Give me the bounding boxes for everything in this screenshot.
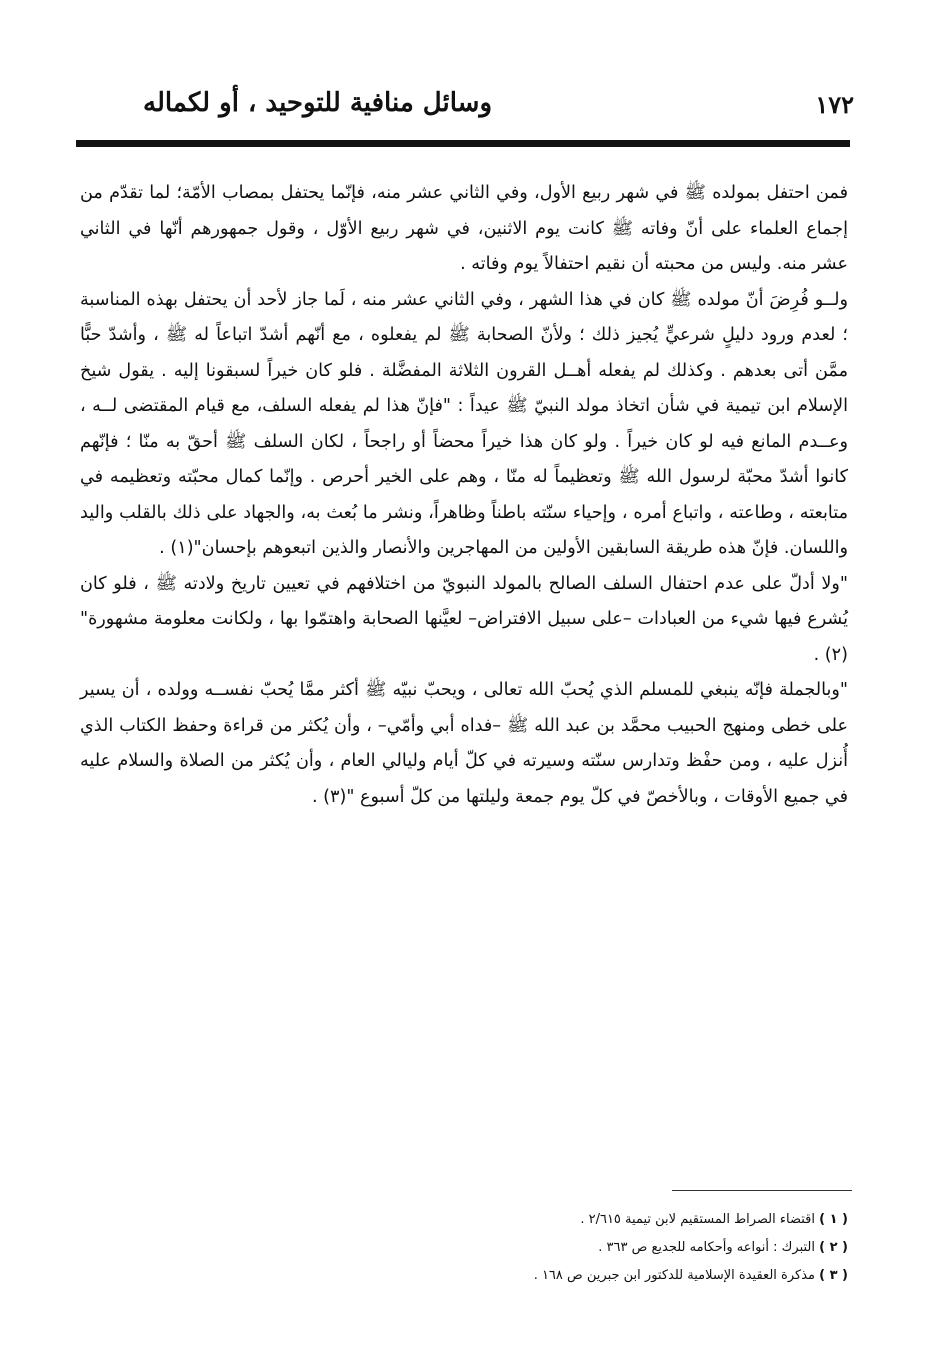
running-title: وسائل منافية للتوحيد ، أو لكماله xyxy=(143,88,492,118)
footnote-rule xyxy=(672,1190,852,1191)
header-rule xyxy=(76,140,850,147)
footnote-3 xyxy=(80,1262,848,1290)
footnote-number: ( ١ ) xyxy=(819,1212,848,1227)
footnote-2 xyxy=(80,1234,848,1262)
page-number: ١٧٢ xyxy=(815,90,854,119)
footnote-text: مذكرة العقيدة الإسلامية للدكتور ابن جبرين ص ١٦٨ . xyxy=(533,1268,815,1283)
footnote-1 xyxy=(80,1206,848,1234)
page-header xyxy=(78,80,862,136)
footnote-number: ( ٢ ) xyxy=(819,1240,848,1255)
footnotes xyxy=(80,1206,848,1290)
paragraph-1: فمن احتفل بمولده ﷺ في شهر ربيع الأول، وفي الثاني عشر منه، فإنّما يحتفل بمصاب الأمّة؛ لما تقدّم من إجماع العلماء على أنّ وفاته ﷺ كانت يوم الاثنين، في شهر ربيع الأوّل ، وقول جمهورهم أنّها في الثاني عشر منه. وليس من محبته أن نقيم احتفالاً يوم وفاته . xyxy=(80,183,848,274)
footnote-text: التبرك : أنواعه وأحكامه للجديع ص ٣٦٣ . xyxy=(598,1240,815,1255)
paragraph-4: "وبالجملة فإنّه ينبغي للمسلم الذي يُحبّ الله تعالى ، ويحبّ نبيّه ﷺ أكثر ممَّا يُحبّ نفســه وولده ، أن يسير على خطى ومنهج الحبيب محمَّد بن عبد الله ﷺ –فداه أبي وأمّي– ، وأن يُكثر من قراءة وحفظ الكتاب الذي أُنزل عليه ، ومن حفْظ وتدارس سنّته وسيرته في كلّ أيام وليالي العام ، وأن يُكثر من الصلاة والسلام عليه في جميع الأوقات ، وبالأخصّ في كلّ يوم جمعة وليلتها من كلّ أسبوع "(٣) . xyxy=(80,680,848,807)
paragraph-3: "ولا أدلّ على عدم احتفال السلف الصالح بالمولد النبويّ من اختلافهم في تعيين تاريخ ولادته ﷺ ، فلو كان يُشرع فيها شيء من العبادات –على سبيل الافتراض– لعيَّنها الصحابة واهتمّوا بها ، ولكانت معلومة مشهورة"(٢) . xyxy=(80,573,848,665)
paragraph-2: ولــو فُرِضَ أنّ مولده ﷺ كان في هذا الشهر ، وفي الثاني عشر منه ، لَما جاز لأحد أن يحتفل بهذه المناسبة ؛ لعدم ورود دليلٍ شرعيٍّ يُجيز ذلك ؛ ولأنّ الصحابة ﷺ لم يفعلوه ، مع أنّهم أشدّ اتباعاً له ﷺ ، وأشدّ حبًّا ممَّن أتى بعدهم . وكذلك لم يفعله أهــل القرون الثلاثة المفضَّلة . فلو كان خيراً لسبقونا إليه . يقول شيخ الإسلام ابن تيمية في شأن اتخاذ مولد النبيّ ﷺ عيداً : "فإنّ هذا لم يفعله السلف، مع قيام المقتضى لــه ، وعــدم المانع فيه لو كان خيراً . ولو كان هذا خيراً محضاً أو راجحاً ، لكان السلف ﷺ أحقّ به منّا ؛ فإنّهم كانوا أشدّ محبّة لرسول الله ﷺ وتعظيماً له منّا ، وهم على الخير أحرص . وإنّما كمال محبّته وتعظيمه في متابعته ، وطاعته ، واتباع أمره ، وإحياء سنّته باطناً وظاهراً، ونشر ما بُعث به، والجهاد على ذلك بالقلب واليد واللسان. فإنّ هذه طريقة السابقين الأولين من المهاجرين والأنصار والذين اتبعوهم بإحسان"(١) . xyxy=(80,289,848,558)
body-text xyxy=(80,176,848,815)
footnote-number: ( ٣ ) xyxy=(819,1268,848,1283)
footnote-text: اقتضاء الصراط المستقيم لابن تيمية ٢/٦١٥ . xyxy=(580,1212,815,1227)
